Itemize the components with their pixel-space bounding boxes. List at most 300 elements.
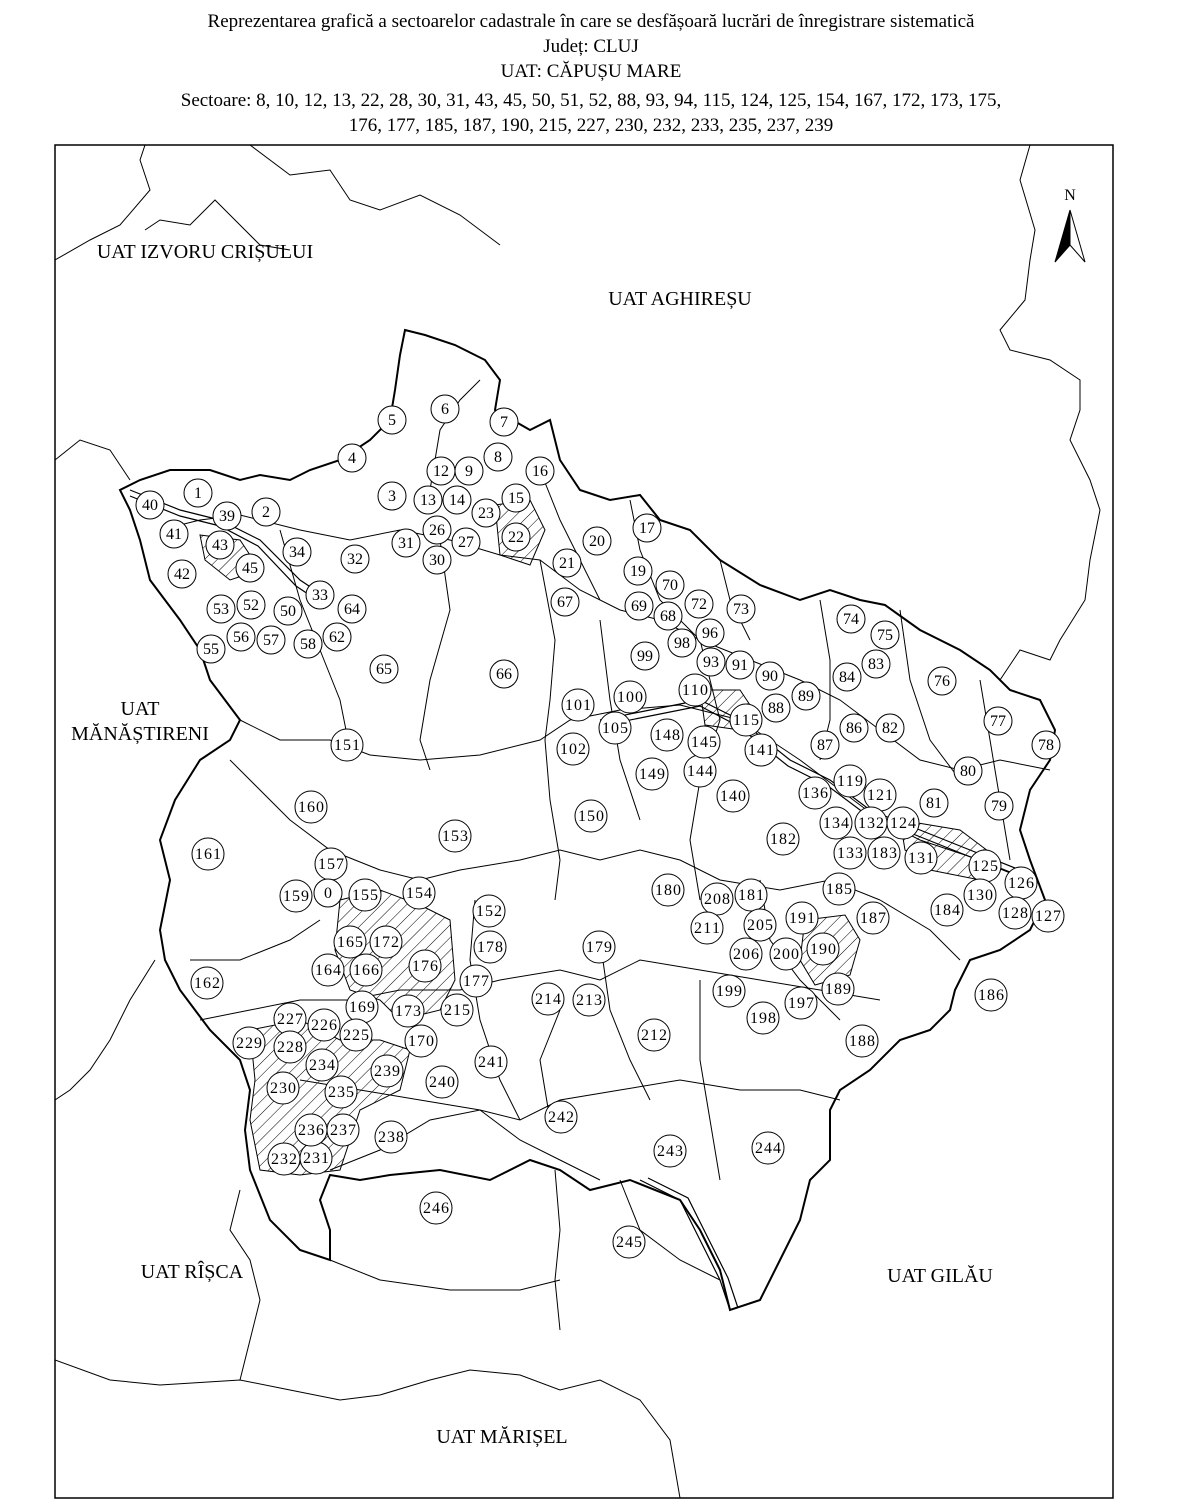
sector-number-5: 5 — [388, 412, 396, 429]
sector-21[interactable] — [553, 549, 581, 577]
sector-line — [555, 1170, 560, 1330]
sector-67[interactable] — [551, 588, 579, 616]
sector-102[interactable] — [557, 733, 589, 765]
map-county: Județ: CLUJ — [543, 36, 639, 57]
map-title: Reprezentarea grafică a sectoarelor cadastrale în care se desfășoară lucrări de înregistrare sistematică — [207, 11, 975, 32]
neighbour-boundary — [55, 440, 130, 480]
sector-number-52: 52 — [243, 597, 259, 614]
sector-72[interactable] — [685, 590, 713, 618]
sector-183[interactable] — [868, 837, 900, 869]
sector-number-176: 176 — [412, 958, 438, 975]
sector-number-105: 105 — [602, 720, 628, 737]
sector-161[interactable] — [192, 838, 224, 870]
sector-82[interactable] — [876, 714, 904, 742]
sector-214[interactable] — [532, 983, 564, 1015]
sector-number-80: 80 — [960, 763, 976, 780]
sector-176[interactable] — [409, 950, 441, 982]
sector-number-15: 15 — [508, 490, 524, 507]
sector-number-30: 30 — [429, 552, 445, 569]
sector-77[interactable] — [984, 707, 1012, 735]
sector-140[interactable] — [717, 780, 749, 812]
sector-number-98: 98 — [674, 635, 690, 652]
sector-number-152: 152 — [476, 903, 502, 920]
sector-number-65: 65 — [376, 661, 392, 678]
sector-34[interactable] — [283, 538, 311, 566]
sector-number-31: 31 — [398, 535, 414, 552]
sector-7[interactable] — [490, 408, 518, 436]
sector-62[interactable] — [323, 623, 351, 651]
north-arrow — [1055, 187, 1085, 262]
sector-105[interactable] — [599, 712, 631, 744]
sector-number-74: 74 — [843, 611, 859, 628]
sector-124[interactable] — [887, 807, 919, 839]
sector-number-244: 244 — [755, 1140, 781, 1157]
sector-64[interactable] — [338, 595, 366, 623]
sector-14[interactable] — [443, 486, 471, 514]
sector-91[interactable] — [726, 651, 754, 679]
sector-number-86: 86 — [846, 720, 862, 737]
sector-242[interactable] — [545, 1101, 577, 1133]
sector-number-145: 145 — [691, 734, 717, 751]
sector-226[interactable] — [308, 1009, 340, 1041]
sector-148[interactable] — [651, 719, 683, 751]
sector-52[interactable] — [237, 591, 265, 619]
sector-number-181: 181 — [738, 887, 764, 904]
sector-number-124: 124 — [890, 815, 916, 832]
sector-101[interactable] — [562, 689, 594, 721]
neighbour-label-manastireni_2: MĂNĂȘTIRENI — [71, 723, 209, 745]
sector-197[interactable] — [785, 987, 817, 1019]
sector-number-140: 140 — [720, 788, 746, 805]
sector-206[interactable] — [730, 938, 762, 970]
sector-number-102: 102 — [560, 741, 586, 758]
sector-157[interactable] — [315, 848, 347, 880]
sector-79[interactable] — [985, 792, 1013, 820]
sector-number-240: 240 — [429, 1074, 455, 1091]
sector-number-228: 228 — [277, 1039, 303, 1056]
sector-17[interactable] — [633, 514, 661, 542]
sector-179[interactable] — [583, 931, 615, 963]
sector-185[interactable] — [823, 873, 855, 905]
sector-125[interactable] — [969, 850, 1001, 882]
sector-number-72: 72 — [691, 596, 707, 613]
sector-number-214: 214 — [535, 991, 561, 1008]
sector-number-132: 132 — [858, 815, 884, 832]
sector-188[interactable] — [846, 1025, 878, 1057]
sector-number-7: 7 — [500, 414, 508, 431]
sector-75[interactable] — [871, 621, 899, 649]
sector-151[interactable] — [331, 729, 363, 761]
sector-number-81: 81 — [926, 795, 942, 812]
sector-228[interactable] — [274, 1031, 306, 1063]
sector-198[interactable] — [747, 1002, 779, 1034]
sector-3[interactable] — [378, 482, 406, 510]
sector-154[interactable] — [403, 877, 435, 909]
sector-number-76: 76 — [934, 673, 950, 690]
sector-number-184: 184 — [934, 902, 960, 919]
sector-130[interactable] — [964, 879, 996, 911]
sector-134[interactable] — [820, 807, 852, 839]
sector-19[interactable] — [624, 557, 652, 585]
sector-number-126: 126 — [1008, 875, 1034, 892]
sector-170[interactable] — [405, 1025, 437, 1057]
sector-number-12: 12 — [433, 463, 449, 480]
sector-239[interactable] — [371, 1055, 403, 1087]
sector-number-9: 9 — [465, 463, 473, 480]
sector-98[interactable] — [668, 629, 696, 657]
sector-53[interactable] — [207, 595, 235, 623]
sector-2[interactable] — [252, 498, 280, 526]
sector-73[interactable] — [727, 595, 755, 623]
sector-16[interactable] — [526, 457, 554, 485]
sector-128[interactable] — [999, 897, 1031, 929]
sector-number-200: 200 — [773, 946, 799, 963]
sector-144[interactable] — [684, 755, 716, 787]
sector-208[interactable] — [701, 883, 733, 915]
sector-159[interactable] — [280, 880, 312, 912]
sector-number-68: 68 — [660, 608, 676, 625]
sector-232[interactable] — [268, 1143, 300, 1175]
sector-184[interactable] — [931, 894, 963, 926]
sector-number-101: 101 — [565, 697, 591, 714]
sector-238[interactable] — [375, 1121, 407, 1153]
sector-89[interactable] — [792, 682, 820, 710]
sector-number-32: 32 — [347, 551, 363, 568]
sector-number-100: 100 — [617, 689, 643, 706]
sector-number-96: 96 — [702, 625, 718, 642]
sector-number-127: 127 — [1035, 908, 1061, 925]
sector-number-128: 128 — [1002, 905, 1028, 922]
sector-127[interactable] — [1032, 900, 1064, 932]
sector-number-189: 189 — [825, 981, 851, 998]
sector-155[interactable] — [349, 879, 381, 911]
sector-22[interactable] — [502, 523, 530, 551]
sector-number-212: 212 — [641, 1027, 667, 1044]
sector-110[interactable] — [679, 674, 711, 706]
sector-number-186: 186 — [978, 987, 1004, 1004]
sector-20[interactable] — [583, 527, 611, 555]
sector-180[interactable] — [652, 874, 684, 906]
sector-number-188: 188 — [849, 1033, 875, 1050]
sector-200[interactable] — [770, 938, 802, 970]
sector-43[interactable] — [206, 531, 234, 559]
sector-number-119: 119 — [837, 773, 863, 790]
sector-81[interactable] — [920, 789, 948, 817]
sector-55[interactable] — [197, 635, 225, 663]
sector-number-162: 162 — [194, 975, 220, 992]
sector-50[interactable] — [274, 597, 302, 625]
sector-205[interactable] — [744, 909, 776, 941]
sector-12[interactable] — [427, 457, 455, 485]
sector-5[interactable] — [378, 406, 406, 434]
sector-187[interactable] — [857, 902, 889, 934]
sector-243[interactable] — [654, 1135, 686, 1167]
sector-150[interactable] — [575, 800, 607, 832]
sector-237[interactable] — [327, 1114, 359, 1146]
sector-213[interactable] — [573, 984, 605, 1016]
north-arrow-half-light — [1070, 210, 1085, 262]
sector-23[interactable] — [472, 499, 500, 527]
sector-0[interactable] — [314, 879, 342, 907]
sector-number-215: 215 — [444, 1002, 470, 1019]
sector-84[interactable] — [833, 663, 861, 691]
sector-number-197: 197 — [788, 995, 814, 1012]
sector-number-235: 235 — [328, 1084, 354, 1101]
sector-number-190: 190 — [810, 941, 836, 958]
sector-number-141: 141 — [748, 742, 774, 759]
sector-number-4: 4 — [348, 450, 356, 467]
sector-number-159: 159 — [283, 888, 309, 905]
sector-191[interactable] — [786, 902, 818, 934]
sector-27[interactable] — [452, 528, 480, 556]
sector-45[interactable] — [236, 554, 264, 582]
sector-244[interactable] — [752, 1132, 784, 1164]
sector-88[interactable] — [762, 694, 790, 722]
sector-190[interactable] — [807, 933, 839, 965]
sector-line — [190, 920, 320, 960]
sector-76[interactable] — [928, 667, 956, 695]
sector-83[interactable] — [862, 650, 890, 678]
sector-number-227: 227 — [277, 1011, 303, 1028]
sector-number-16: 16 — [532, 463, 548, 480]
sector-42[interactable] — [168, 560, 196, 588]
sector-189[interactable] — [822, 973, 854, 1005]
sector-number-33: 33 — [312, 587, 328, 604]
sector-number-206: 206 — [733, 946, 759, 963]
sector-number-88: 88 — [768, 700, 784, 717]
sector-number-77: 77 — [990, 713, 1006, 730]
sector-87[interactable] — [811, 731, 839, 759]
sector-number-13: 13 — [420, 492, 436, 509]
sector-13[interactable] — [414, 486, 442, 514]
sector-227[interactable] — [274, 1003, 306, 1035]
sector-number-40: 40 — [142, 497, 158, 514]
sector-number-70: 70 — [662, 577, 678, 594]
sector-number-213: 213 — [576, 992, 602, 1009]
sector-number-234: 234 — [309, 1057, 335, 1074]
sector-number-187: 187 — [860, 910, 886, 927]
sector-136[interactable] — [799, 777, 831, 809]
sector-32[interactable] — [341, 545, 369, 573]
sector-number-115: 115 — [733, 712, 759, 729]
sector-number-161: 161 — [195, 846, 221, 863]
sector-69[interactable] — [625, 592, 653, 620]
sector-number-3: 3 — [388, 488, 396, 505]
sector-9[interactable] — [455, 457, 483, 485]
sector-58[interactable] — [294, 630, 322, 658]
sector-68[interactable] — [654, 602, 682, 630]
sector-229[interactable] — [233, 1027, 265, 1059]
sector-number-199: 199 — [716, 983, 742, 1000]
sector-57[interactable] — [257, 626, 285, 654]
map-sectors-list: Sectoare: 8, 10, 12, 13, 22, 28, 30, 31, 43, 45, 50, 51, 52, 88, 93, 94, 115, 124, 125, 154, 167, 172, 173, 175, — [180, 90, 1002, 111]
sector-6[interactable] — [431, 395, 459, 423]
sector-number-183: 183 — [871, 845, 897, 862]
sector-33[interactable] — [306, 581, 334, 609]
map-uat: UAT: CĂPUȘU MARE — [500, 61, 682, 82]
sector-number-87: 87 — [817, 737, 833, 754]
sector-99[interactable] — [631, 642, 659, 670]
sector-number-99: 99 — [637, 648, 653, 665]
sector-141[interactable] — [745, 734, 777, 766]
sector-number-22: 22 — [508, 529, 524, 546]
sector-number-173: 173 — [395, 1003, 421, 1020]
sector-169[interactable] — [346, 991, 378, 1023]
sector-234[interactable] — [306, 1049, 338, 1081]
sector-number-134: 134 — [823, 815, 849, 832]
sector-number-177: 177 — [463, 973, 489, 990]
sector-number-1: 1 — [194, 485, 202, 502]
neighbour-label-izvoru: UAT IZVORU CRIȘULUI — [96, 241, 314, 263]
sector-number-131: 131 — [908, 850, 934, 867]
sector-number-21: 21 — [559, 555, 575, 572]
sector-70[interactable] — [656, 571, 684, 599]
sector-65[interactable] — [370, 655, 398, 683]
sector-number-78: 78 — [1038, 737, 1054, 754]
sector-93[interactable] — [697, 648, 725, 676]
sector-number-41: 41 — [166, 526, 182, 543]
sector-132[interactable] — [855, 807, 887, 839]
sector-245[interactable] — [613, 1226, 645, 1258]
sector-number-121: 121 — [867, 787, 893, 804]
sector-186[interactable] — [975, 979, 1007, 1011]
sector-149[interactable] — [636, 758, 668, 790]
sector-177[interactable] — [460, 965, 492, 997]
sector-30[interactable] — [423, 546, 451, 574]
sector-number-245: 245 — [616, 1234, 642, 1251]
sector-number-231: 231 — [303, 1150, 329, 1167]
sector-number-67: 67 — [557, 594, 573, 611]
sector-number-73: 73 — [733, 601, 749, 618]
sector-number-211: 211 — [694, 920, 720, 937]
sector-145[interactable] — [688, 726, 720, 758]
sector-241[interactable] — [475, 1046, 507, 1078]
sector-number-165: 165 — [337, 934, 363, 951]
sector-number-39: 39 — [219, 508, 235, 525]
sector-1[interactable] — [184, 479, 212, 507]
sector-199[interactable] — [713, 975, 745, 1007]
sector-number-55: 55 — [203, 641, 219, 658]
sector-number-56: 56 — [233, 629, 249, 646]
sector-number-144: 144 — [687, 763, 713, 780]
sector-100[interactable] — [614, 681, 646, 713]
sector-86[interactable] — [840, 714, 868, 742]
sector-line — [700, 980, 720, 1180]
sector-39[interactable] — [213, 502, 241, 530]
sector-212[interactable] — [638, 1019, 670, 1051]
sector-211[interactable] — [691, 912, 723, 944]
sector-172[interactable] — [370, 926, 402, 958]
sector-240[interactable] — [426, 1066, 458, 1098]
sector-133[interactable] — [834, 837, 866, 869]
sector-126[interactable] — [1005, 867, 1037, 899]
sector-number-66: 66 — [496, 666, 512, 683]
sector-96[interactable] — [696, 619, 724, 647]
sector-number-172: 172 — [373, 934, 399, 951]
north-arrow-half-dark — [1055, 210, 1070, 262]
sector-number-151: 151 — [334, 737, 360, 754]
sector-164[interactable] — [312, 954, 344, 986]
sector-160[interactable] — [295, 791, 327, 823]
sector-number-23: 23 — [478, 505, 494, 522]
sector-number-182: 182 — [770, 831, 796, 848]
sector-number-205: 205 — [747, 917, 773, 934]
sector-153[interactable] — [439, 820, 471, 852]
sector-178[interactable] — [474, 931, 506, 963]
sector-40[interactable] — [136, 491, 164, 519]
sector-236[interactable] — [295, 1114, 327, 1146]
sector-number-20: 20 — [589, 533, 605, 550]
sector-131[interactable] — [905, 842, 937, 874]
neighbour-label-aghiresu: UAT AGHIREȘU — [608, 288, 752, 310]
sector-number-164: 164 — [315, 962, 341, 979]
sector-26[interactable] — [423, 516, 451, 544]
sector-121[interactable] — [864, 779, 896, 811]
sector-230[interactable] — [267, 1072, 299, 1104]
sector-115[interactable] — [730, 704, 762, 736]
sector-number-8: 8 — [494, 449, 502, 466]
sector-74[interactable] — [837, 605, 865, 633]
sector-162[interactable] — [191, 967, 223, 999]
sector-225[interactable] — [340, 1019, 372, 1051]
sector-number-6: 6 — [441, 401, 449, 418]
neighbour-label-marisel: UAT MĂRIȘEL — [436, 1426, 568, 1448]
sector-8[interactable] — [484, 443, 512, 471]
sector-number-170: 170 — [408, 1033, 434, 1050]
sector-152[interactable] — [473, 895, 505, 927]
sector-15[interactable] — [502, 484, 530, 512]
neighbour-boundary — [55, 1360, 680, 1498]
sector-215[interactable] — [441, 994, 473, 1026]
sector-number-91: 91 — [732, 657, 748, 674]
sector-number-178: 178 — [477, 939, 503, 956]
sector-number-198: 198 — [750, 1010, 776, 1027]
sector-90[interactable] — [756, 662, 784, 690]
sector-number-2: 2 — [262, 504, 270, 521]
sector-231[interactable] — [300, 1142, 332, 1174]
sector-41[interactable] — [160, 520, 188, 548]
sector-119[interactable] — [834, 765, 866, 797]
neighbour-boundary — [230, 1190, 260, 1380]
sector-246[interactable] — [420, 1192, 452, 1224]
sector-31[interactable] — [392, 529, 420, 557]
sector-56[interactable] — [227, 623, 255, 651]
sector-66[interactable] — [490, 660, 518, 688]
sector-number-239: 239 — [374, 1063, 400, 1080]
sector-number-75: 75 — [877, 627, 893, 644]
sector-line — [420, 540, 450, 770]
sector-235[interactable] — [325, 1076, 357, 1108]
sector-165[interactable] — [334, 926, 366, 958]
sector-number-242: 242 — [548, 1109, 574, 1126]
sector-number-0: 0 — [324, 885, 332, 902]
sector-number-133: 133 — [837, 845, 863, 862]
sector-166[interactable] — [350, 954, 382, 986]
sector-number-43: 43 — [212, 537, 228, 554]
sector-number-243: 243 — [657, 1143, 683, 1160]
sector-173[interactable] — [392, 995, 424, 1027]
sector-number-79: 79 — [991, 798, 1007, 815]
sector-number-62: 62 — [329, 629, 345, 646]
sector-number-236: 236 — [298, 1122, 324, 1139]
sector-80[interactable] — [954, 757, 982, 785]
sector-number-238: 238 — [378, 1129, 404, 1146]
sector-182[interactable] — [767, 823, 799, 855]
sector-4[interactable] — [338, 444, 366, 472]
sector-78[interactable] — [1032, 731, 1060, 759]
sector-181[interactable] — [735, 879, 767, 911]
map-sectors-list-cont: 176, 177, 185, 187, 190, 215, 227, 230, 232, 233, 235, 237, 239 — [348, 115, 834, 136]
